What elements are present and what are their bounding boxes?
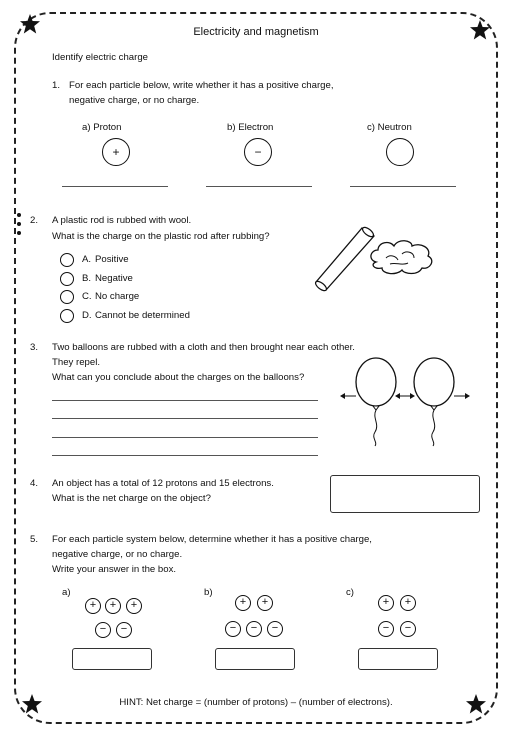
negative-charge-icon: −	[400, 621, 416, 637]
q5-system-label: a)	[62, 587, 71, 598]
positive-charge-icon: +	[85, 598, 101, 614]
q5-system-label: c)	[346, 587, 354, 598]
q1-particle-label: c) Neutron	[367, 122, 412, 133]
q5-answer-box[interactable]	[215, 648, 295, 670]
wool-icon	[368, 238, 436, 276]
q2-option-radio[interactable]	[60, 253, 74, 267]
q2-option-text: No charge	[95, 291, 140, 302]
negative-charge-icon: −	[378, 621, 394, 637]
q3-answer-line[interactable]	[52, 418, 318, 419]
q2-text: What is the charge on the plastic rod after rubbing?	[52, 231, 270, 242]
q2-option-letter: D.	[82, 310, 92, 321]
q2-option-text: Positive	[95, 254, 129, 265]
balloons-icon	[340, 356, 480, 448]
worksheet-subtitle: Identify electric charge	[52, 52, 148, 63]
positive-charge-icon: +	[126, 598, 142, 614]
q5-text: For each particle system below, determine whether it has a positive charge,	[52, 534, 372, 545]
q4-text: What is the net charge on the object?	[52, 493, 211, 504]
q1-text: For each particle below, write whether it has a positive charge,	[69, 80, 334, 91]
q2-option-letter: C.	[82, 291, 92, 302]
q2-option-letter: B.	[82, 273, 92, 284]
q3-answer-line[interactable]	[52, 455, 318, 456]
q3-answer-line[interactable]	[52, 400, 318, 401]
positive-charge-icon: +	[400, 595, 416, 611]
negative-charge-icon: −	[267, 621, 283, 637]
q1-particle-label: b) Electron	[227, 122, 274, 133]
q3-text: What can you conclude about the charges on the balloons?	[52, 372, 305, 383]
proton-icon: +	[102, 138, 130, 166]
positive-charge-icon: +	[235, 595, 251, 611]
q5-number: 5.	[30, 534, 39, 545]
q4-number: 4.	[30, 478, 39, 489]
q5-text: negative charge, or no charge.	[52, 549, 183, 560]
q5-text: Write your answer in the box.	[52, 564, 177, 575]
hint-text: HINT: Net charge = (number of protons) – (number of electrons).	[119, 697, 393, 708]
q3-answer-line[interactable]	[52, 437, 318, 438]
negative-charge-icon: −	[225, 621, 241, 637]
q5-answer-box[interactable]	[72, 648, 152, 670]
q4-answer-box[interactable]	[330, 475, 480, 513]
worksheet-title: Electricity and magnetism	[193, 26, 319, 38]
positive-charge-icon: +	[257, 595, 273, 611]
q2-option-text: Cannot be determined	[95, 310, 190, 321]
q1-answer-line[interactable]	[62, 186, 168, 187]
electron-icon: −	[244, 138, 272, 166]
q2-option-text: Negative	[95, 273, 133, 284]
q2-option-radio[interactable]	[60, 290, 74, 304]
positive-charge-icon: +	[378, 595, 394, 611]
q2-option-letter: A.	[82, 254, 92, 265]
q1-answer-line[interactable]	[206, 186, 312, 187]
q4-text: An object has a total of 12 protons and 15 electrons.	[52, 478, 274, 489]
q3-text: Two balloons are rubbed with a cloth and then brought near each other.	[52, 342, 355, 353]
q5-answer-box[interactable]	[358, 648, 438, 670]
neutron-icon	[386, 138, 414, 166]
q1-answer-line[interactable]	[350, 186, 456, 187]
negative-charge-icon: −	[95, 622, 111, 638]
q1-number: 1.	[52, 80, 61, 91]
q3-number: 3.	[30, 342, 39, 353]
negative-charge-icon: −	[116, 622, 132, 638]
q2-text: A plastic rod is rubbed with wool.	[52, 215, 192, 226]
q5-system-label: b)	[204, 587, 213, 598]
dots-icon	[15, 212, 23, 236]
q2-number: 2.	[30, 215, 39, 226]
positive-charge-icon: +	[105, 598, 121, 614]
q3-text: They repel.	[52, 357, 100, 368]
q2-option-radio[interactable]	[60, 309, 74, 323]
q1-particle-label: a) Proton	[82, 122, 122, 133]
q1-text: negative charge, or no charge.	[69, 95, 200, 106]
negative-charge-icon: −	[246, 621, 262, 637]
q2-option-radio[interactable]	[60, 272, 74, 286]
